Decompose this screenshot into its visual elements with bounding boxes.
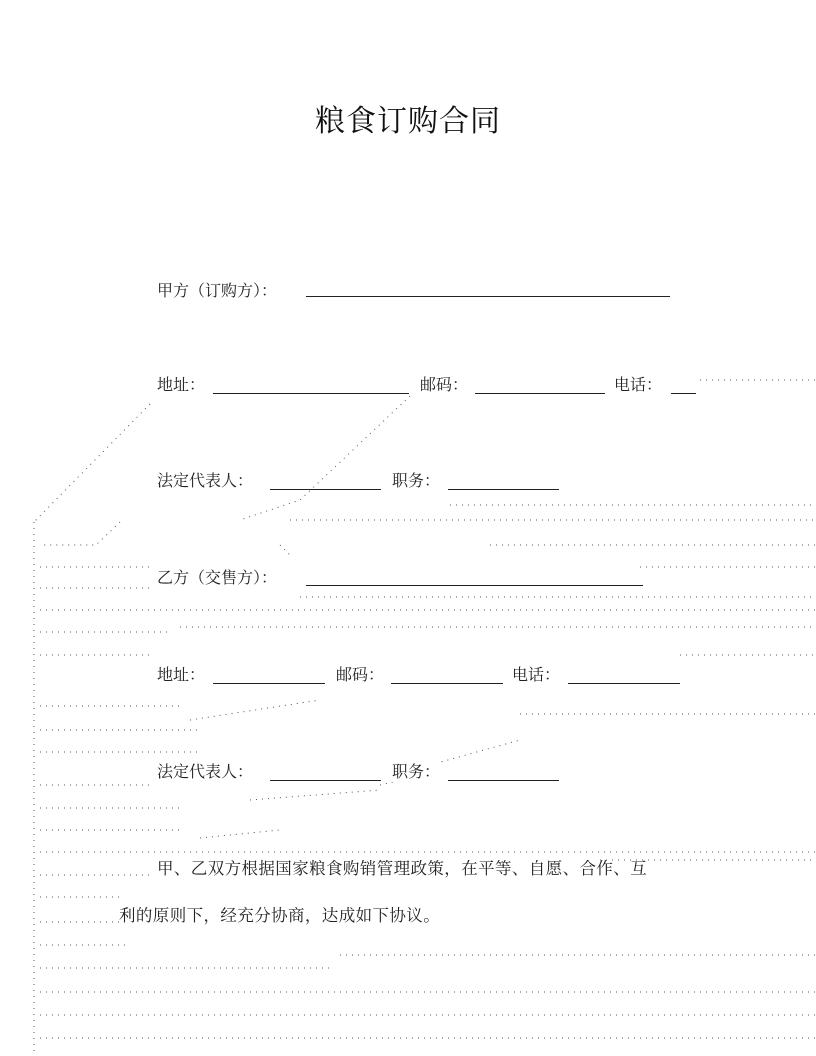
party-a-heading: 甲方（订购方）： xyxy=(157,281,278,300)
party-a-position-label: 职务： xyxy=(392,471,441,490)
contract-title: 粮食订购合同 xyxy=(315,104,501,139)
party-b-name-blank[interactable] xyxy=(306,585,643,586)
party-a-address-blank[interactable] xyxy=(213,393,409,394)
party-a-postcode-blank[interactable] xyxy=(475,393,605,394)
party-b-address-label: 地址： xyxy=(157,665,206,684)
party-a-position-blank[interactable] xyxy=(448,489,559,490)
party-b-phone-label: 电话： xyxy=(512,665,561,684)
party-a-phone-blank[interactable] xyxy=(671,393,696,394)
party-a-address-label: 地址： xyxy=(157,375,206,394)
party-b-phone-blank[interactable] xyxy=(568,683,680,684)
intro-paragraph-line-1: 甲、乙双方根据国家粮食购销管理政策，在平等、自愿、合作、互 xyxy=(157,859,648,878)
party-a-rep-blank[interactable] xyxy=(270,489,381,490)
party-b-address-blank[interactable] xyxy=(213,683,325,684)
party-b-postcode-label: 邮码： xyxy=(336,665,385,684)
party-a-rep-label: 法定代表人： xyxy=(157,471,254,490)
intro-paragraph-line-2: 利的原则下，经充分协商，达成如下协议。 xyxy=(119,906,441,925)
party-b-postcode-blank[interactable] xyxy=(391,683,503,684)
party-b-position-label: 职务： xyxy=(392,762,441,781)
party-b-position-blank[interactable] xyxy=(448,780,559,781)
party-b-heading: 乙方（交售方）： xyxy=(157,568,278,587)
party-a-phone-label: 电话： xyxy=(614,375,663,394)
party-a-postcode-label: 邮码： xyxy=(420,375,469,394)
party-a-name-blank[interactable] xyxy=(306,296,670,297)
party-b-rep-label: 法定代表人： xyxy=(157,762,254,781)
party-b-rep-blank[interactable] xyxy=(270,780,381,781)
